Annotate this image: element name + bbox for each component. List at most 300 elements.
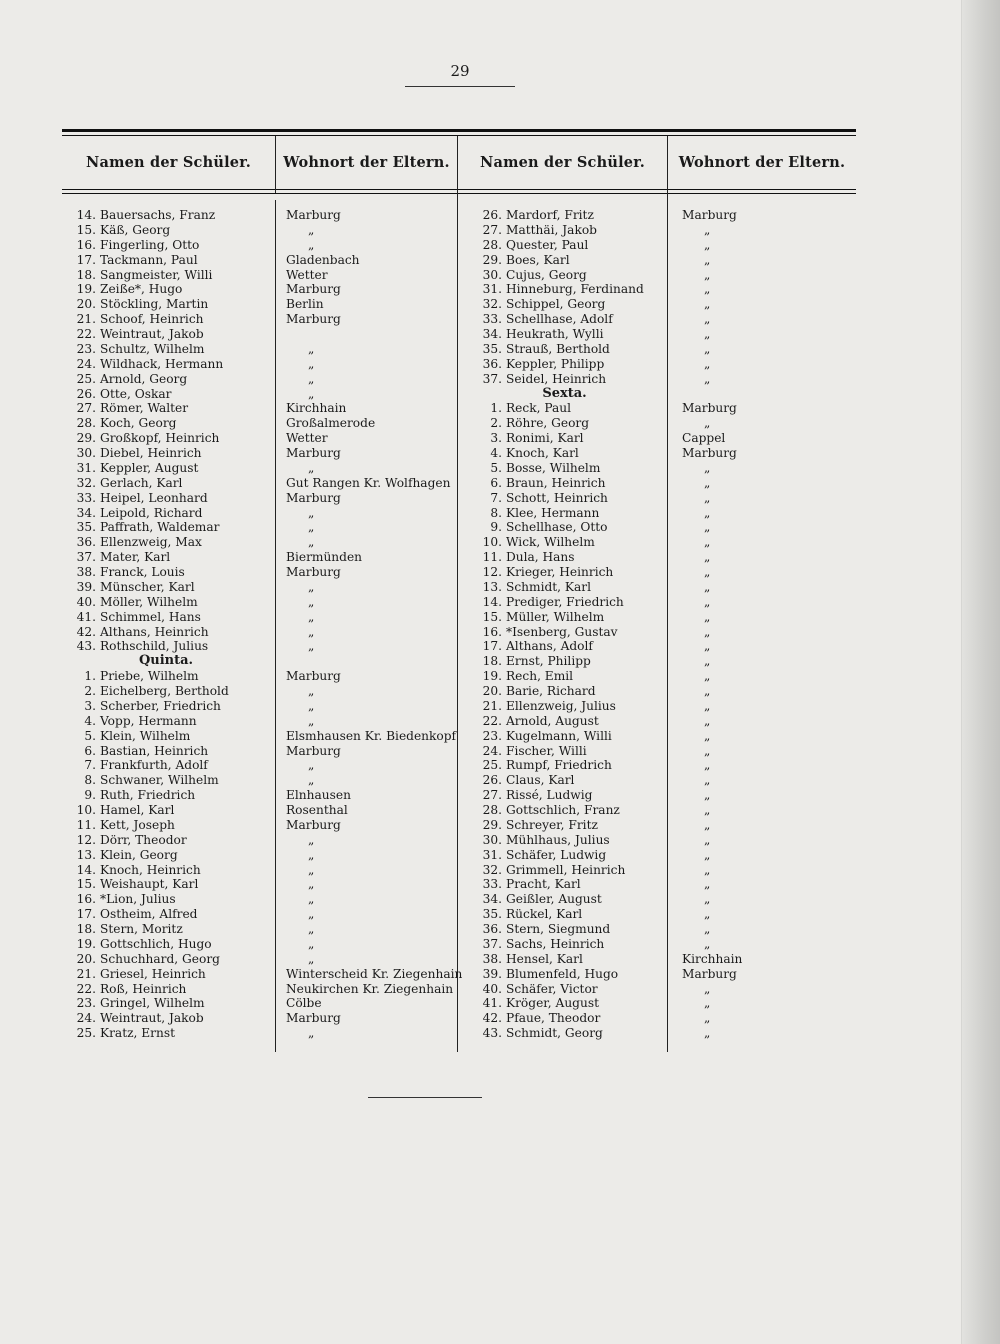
- student-row: [56, 595, 276, 610]
- residence-cell: [286, 773, 458, 788]
- student-row: [462, 818, 667, 833]
- student-name: Reck, Paul: [506, 401, 572, 416]
- student-row: [56, 937, 276, 952]
- residence-text: Gut Rangen Kr. Wolfhagen: [286, 475, 451, 490]
- student-number: 14.: [482, 594, 502, 609]
- residence-cell: [286, 833, 458, 848]
- student-number: 18.: [482, 654, 502, 669]
- student-number: 39.: [76, 579, 96, 594]
- student-row: [462, 610, 667, 625]
- student-number: 42.: [76, 624, 96, 639]
- residence-cell: [682, 580, 852, 595]
- residence-cell: [682, 654, 852, 669]
- residence-text: Marburg: [286, 282, 341, 297]
- student-number: 1.: [490, 401, 502, 416]
- student-name: Müller, Wilhelm: [506, 609, 605, 624]
- student-row: [462, 744, 667, 759]
- student-number: 36.: [482, 356, 502, 371]
- ditto-mark: „: [308, 758, 315, 773]
- residence-cell: [682, 223, 852, 238]
- student-row: [56, 520, 276, 535]
- residence-text: Wetter: [286, 267, 328, 282]
- student-row: [462, 401, 667, 416]
- ditto-mark: „: [704, 341, 711, 356]
- student-name: Frankfurth, Adolf: [100, 758, 208, 773]
- ditto-mark: „: [308, 520, 315, 535]
- student-number: 19.: [76, 936, 96, 951]
- residence-cell: [682, 357, 852, 372]
- ditto-mark: „: [704, 565, 711, 579]
- student-name: Weintraut, Jakob: [100, 1011, 204, 1026]
- residence-cell: [286, 848, 458, 863]
- residence-cell: [682, 922, 852, 937]
- student-number: 40.: [76, 594, 96, 609]
- residence-cell: [682, 892, 852, 907]
- ditto-mark: „: [308, 624, 315, 639]
- residence-cell: [286, 223, 458, 238]
- ditto-mark: „: [308, 237, 315, 252]
- student-number: 28.: [482, 237, 502, 252]
- student-number: 5.: [84, 728, 96, 743]
- residence-text: Kirchhain: [286, 401, 347, 416]
- student-row: [462, 327, 667, 342]
- student-name: Scherber, Friedrich: [100, 698, 221, 713]
- student-name: Sangmeister, Willi: [100, 267, 213, 282]
- student-name: Kröger, August: [506, 996, 599, 1011]
- ditto-mark: „: [704, 252, 711, 267]
- student-number: 34.: [482, 892, 502, 907]
- residence-text: Großalmerode: [286, 416, 376, 431]
- student-name: Althans, Adolf: [506, 639, 593, 654]
- residence-text: Cölbe: [286, 996, 322, 1011]
- residence-text: Marburg: [286, 446, 341, 460]
- student-number: 17.: [482, 639, 502, 654]
- student-number: 15.: [482, 609, 502, 624]
- student-row: [56, 297, 276, 312]
- student-row: [56, 535, 276, 550]
- student-row: [462, 431, 667, 446]
- student-number: 15.: [76, 877, 96, 892]
- student-name: Schreyer, Fritz: [506, 817, 598, 832]
- student-row: [462, 297, 667, 312]
- ditto-mark: „: [308, 639, 315, 654]
- student-number: 12.: [482, 565, 502, 579]
- student-row: [462, 982, 667, 997]
- table-top-rule-thin: [62, 135, 856, 136]
- student-name: Seidel, Heinrich: [506, 371, 607, 386]
- residence-cell: [286, 788, 458, 803]
- student-number: 29.: [76, 431, 96, 446]
- ditto-mark: „: [704, 579, 711, 594]
- student-row: [56, 372, 276, 387]
- student-name: Arnold, August: [506, 713, 599, 728]
- student-row: [462, 833, 667, 848]
- student-row: [56, 416, 276, 431]
- ditto-mark: „: [308, 847, 315, 862]
- residence-cell: [286, 758, 458, 773]
- student-row: [462, 342, 667, 357]
- student-number: 24.: [76, 1011, 96, 1026]
- ditto-mark: „: [704, 817, 711, 832]
- student-name: Zeiße*, Hugo: [100, 282, 183, 297]
- student-name: Leipold, Richard: [100, 505, 203, 520]
- student-number: 20.: [76, 951, 96, 966]
- student-name: Rothschild, Julius: [100, 639, 209, 654]
- student-row: [462, 967, 667, 982]
- student-name: Stöckling, Martin: [100, 297, 209, 312]
- residence-cell: [286, 297, 458, 312]
- ditto-mark: „: [308, 773, 315, 788]
- residence-cell: [286, 208, 458, 223]
- student-number: 27.: [76, 401, 96, 416]
- residence-cell: [682, 520, 852, 535]
- student-name: Ellenzweig, Max: [100, 535, 202, 550]
- student-name: Ronimi, Karl: [506, 431, 584, 446]
- student-row: [56, 208, 276, 223]
- student-name: Kett, Joseph: [100, 817, 175, 832]
- residence-cell: [682, 416, 852, 431]
- student-number: 32.: [482, 862, 502, 877]
- student-number: 38.: [76, 565, 96, 579]
- student-name: Schellhase, Adolf: [506, 312, 613, 327]
- student-name: Mühlhaus, Julius: [506, 832, 610, 847]
- student-name: Ostheim, Alfred: [100, 907, 198, 922]
- column-header-residence-left: Wohnort der Eltern.: [283, 154, 450, 171]
- residence-cell: [286, 639, 458, 654]
- ditto-mark: „: [704, 624, 711, 639]
- student-row: [462, 639, 667, 654]
- student-number: 36.: [482, 922, 502, 936]
- student-number: 43.: [482, 1026, 502, 1041]
- student-name: Bosse, Wilhelm: [506, 460, 601, 475]
- student-number: 9.: [490, 520, 502, 535]
- student-row: [462, 699, 667, 714]
- page-edge: [961, 0, 1000, 1344]
- student-name: Ellenzweig, Julius: [506, 698, 616, 713]
- student-number: 22.: [76, 327, 96, 341]
- residence-cell: [286, 982, 458, 997]
- student-number: 10.: [482, 535, 502, 550]
- student-number: 31.: [76, 460, 96, 475]
- residence-text: Biermünden: [286, 550, 363, 565]
- student-row: [462, 907, 667, 922]
- ditto-mark: „: [308, 951, 315, 966]
- student-name: Priebe, Wilhelm: [100, 669, 199, 684]
- student-name: Rückel, Karl: [506, 907, 583, 922]
- student-number: 5.: [490, 460, 502, 475]
- ditto-mark: „: [704, 535, 711, 550]
- residence-cell: [286, 282, 458, 297]
- student-number: 30.: [76, 446, 96, 460]
- residence-cell: [286, 595, 458, 610]
- student-number: 22.: [76, 981, 96, 996]
- residence-cell: [286, 1011, 458, 1026]
- residence-cell: [286, 937, 458, 952]
- student-row: [462, 282, 667, 297]
- residence-cell: [682, 758, 852, 773]
- residence-cell: [682, 684, 852, 699]
- ditto-mark: „: [704, 1011, 711, 1026]
- ditto-mark: „: [704, 222, 711, 237]
- student-row: [56, 788, 276, 803]
- student-name: Geißler, August: [506, 892, 602, 907]
- student-name: Schmidt, Karl: [506, 579, 592, 594]
- ditto-mark: „: [308, 594, 315, 609]
- residence-cell: [682, 699, 852, 714]
- ditto-mark: „: [704, 609, 711, 624]
- student-name: Hamel, Karl: [100, 803, 175, 817]
- student-name: Stern, Moritz: [100, 922, 183, 936]
- student-name: Schuchhard, Georg: [100, 951, 220, 966]
- student-number: 19.: [482, 669, 502, 684]
- student-number: 32.: [76, 475, 96, 490]
- student-name: Weintraut, Jakob: [100, 327, 204, 341]
- residence-cell: [682, 729, 852, 744]
- student-name: Rissé, Ludwig: [506, 788, 593, 803]
- ditto-mark: „: [704, 996, 711, 1011]
- residence-cell: [286, 357, 458, 372]
- ditto-mark: „: [704, 728, 711, 743]
- student-number: 26.: [482, 208, 502, 222]
- ditto-mark: „: [308, 936, 315, 951]
- student-row: [56, 744, 276, 759]
- student-row: [462, 892, 667, 907]
- student-row: [56, 625, 276, 640]
- residence-cell: [286, 625, 458, 640]
- residence-cell: [286, 253, 458, 268]
- student-number: 10.: [76, 803, 96, 817]
- student-number: 30.: [482, 832, 502, 847]
- student-number: 24.: [482, 743, 502, 758]
- student-row: [462, 996, 667, 1011]
- residence-cell: [682, 461, 852, 476]
- student-number: 21.: [76, 312, 96, 327]
- student-number: 8.: [84, 773, 96, 788]
- residence-cell: [682, 565, 852, 580]
- student-number: 16.: [76, 892, 96, 907]
- residence-cell: [286, 610, 458, 625]
- student-row: [462, 863, 667, 878]
- student-name: Kugelmann, Willi: [506, 728, 612, 743]
- student-number: 43.: [76, 639, 96, 654]
- student-number: 13.: [482, 579, 502, 594]
- residence-cell: [286, 401, 458, 416]
- student-row: [462, 372, 667, 387]
- ditto-mark: „: [704, 297, 711, 312]
- student-number: 18.: [76, 267, 96, 282]
- student-number: 3.: [84, 698, 96, 713]
- student-name: Gerlach, Karl: [100, 475, 183, 490]
- student-row: [462, 654, 667, 669]
- student-number: 8.: [490, 505, 502, 520]
- student-row: [56, 669, 276, 684]
- ditto-mark: „: [704, 832, 711, 847]
- residence-cell: [286, 520, 458, 535]
- residence-cell: [286, 907, 458, 922]
- student-row: [56, 282, 276, 297]
- student-number: 14.: [76, 862, 96, 877]
- residence-text: Elsmhausen Kr. Biedenkopf: [286, 728, 457, 743]
- student-name: Rumpf, Friedrich: [506, 758, 612, 773]
- residence-cell: [682, 848, 852, 863]
- student-name: Dula, Hans: [506, 550, 575, 565]
- student-number: 25.: [76, 1026, 96, 1041]
- ditto-mark: „: [704, 936, 711, 951]
- residence-cell: [286, 877, 458, 892]
- student-name: Schott, Heinrich: [506, 490, 608, 505]
- residence-text: Berlin: [286, 297, 324, 312]
- student-row: [462, 877, 667, 892]
- residence-text: Marburg: [286, 1011, 341, 1026]
- student-name: Griesel, Heinrich: [100, 966, 206, 981]
- residence-cell: [286, 669, 458, 684]
- student-number: 25.: [76, 371, 96, 386]
- student-name: Klee, Hermann: [506, 505, 600, 520]
- student-number: 16.: [482, 624, 502, 639]
- residence-cell: [682, 907, 852, 922]
- ditto-mark: „: [704, 371, 711, 386]
- student-row: [462, 312, 667, 327]
- ditto-mark: „: [704, 877, 711, 892]
- student-number: 34.: [76, 505, 96, 520]
- student-name: Vopp, Hermann: [100, 713, 197, 728]
- student-row: [56, 253, 276, 268]
- ditto-mark: „: [704, 237, 711, 252]
- residence-cell: [286, 892, 458, 907]
- residence-cell: [286, 966, 463, 982]
- ditto-mark: „: [308, 713, 315, 728]
- student-row: [56, 476, 276, 491]
- student-number: 32.: [482, 297, 502, 312]
- student-number: 31.: [482, 282, 502, 297]
- residence-cell: [286, 312, 458, 327]
- student-name: Cujus, Georg: [506, 267, 587, 282]
- student-row: [462, 758, 667, 773]
- student-name: Stern, Siegmund: [506, 922, 611, 936]
- student-name: Schoof, Heinrich: [100, 312, 204, 327]
- student-number: 31.: [482, 847, 502, 862]
- residence-cell: [682, 342, 852, 357]
- student-name: Arnold, Georg: [100, 371, 188, 386]
- residence-text: Marburg: [682, 208, 737, 222]
- student-name: Heipel, Leonhard: [100, 490, 208, 505]
- student-name: Wildhack, Hermann: [100, 356, 224, 371]
- student-row: [462, 506, 667, 521]
- student-name: Eichelberg, Berthold: [100, 684, 229, 698]
- student-number: 36.: [76, 535, 96, 550]
- residence-cell: [682, 1026, 852, 1041]
- residence-cell: [682, 372, 852, 387]
- student-row: [56, 803, 276, 818]
- student-row: [462, 520, 667, 535]
- residence-text: Cappel: [682, 431, 726, 446]
- student-row: [462, 223, 667, 238]
- residence-cell: [682, 253, 852, 268]
- student-number: 22.: [482, 713, 502, 728]
- residence-cell: [286, 535, 458, 550]
- residence-cell: [286, 327, 458, 342]
- student-number: 23.: [76, 341, 96, 356]
- student-number: 15.: [76, 222, 96, 237]
- student-number: 20.: [76, 297, 96, 312]
- student-name: Schäfer, Ludwig: [506, 847, 607, 862]
- student-number: 4.: [84, 713, 96, 728]
- ditto-mark: „: [704, 1026, 711, 1041]
- residence-cell: [286, 863, 458, 878]
- residence-cell: [286, 461, 458, 476]
- student-name: Keppler, August: [100, 460, 199, 475]
- student-list-left: [56, 208, 276, 1041]
- residence-cell: [682, 238, 852, 253]
- student-number: 37.: [76, 550, 96, 565]
- student-name: Schimmel, Hans: [100, 609, 201, 624]
- student-number: 6.: [84, 743, 96, 758]
- student-row: [56, 773, 276, 788]
- student-name: Gottschlich, Hugo: [100, 936, 212, 951]
- student-name: Diebel, Heinrich: [100, 446, 202, 460]
- residence-cell: [682, 297, 852, 312]
- ditto-mark: „: [704, 356, 711, 371]
- student-number: 12.: [76, 832, 96, 847]
- column-header-names-left: Namen der Schüler.: [86, 154, 251, 171]
- residence-text: Marburg: [286, 817, 341, 832]
- student-number: 27.: [482, 788, 502, 803]
- student-row: [56, 729, 276, 744]
- student-name: Kratz, Ernst: [100, 1026, 175, 1041]
- student-row: [462, 952, 667, 967]
- residence-cell: [682, 982, 852, 997]
- student-row: [462, 773, 667, 788]
- student-name: Weishaupt, Karl: [100, 877, 199, 892]
- student-row: [462, 580, 667, 595]
- ditto-mark: „: [704, 639, 711, 654]
- ditto-mark: „: [704, 788, 711, 803]
- residence-cell: [682, 446, 852, 461]
- ditto-mark: „: [704, 460, 711, 475]
- student-row: [56, 967, 276, 982]
- residence-cell: [286, 342, 458, 357]
- student-number: 21.: [76, 966, 96, 981]
- student-number: 35.: [482, 907, 502, 922]
- residence-cell: [286, 565, 458, 580]
- residence-text: Kirchhain: [682, 951, 743, 966]
- ditto-mark: „: [704, 684, 711, 698]
- student-row: [56, 312, 276, 327]
- student-name: Ruth, Friedrich: [100, 788, 196, 803]
- student-name: Franck, Louis: [100, 565, 185, 579]
- student-number: 37.: [482, 936, 502, 951]
- student-name: Dörr, Theodor: [100, 832, 187, 847]
- student-name: Sachs, Heinrich: [506, 936, 605, 951]
- residence-cell: [682, 937, 852, 952]
- ditto-mark: „: [308, 341, 315, 356]
- student-number: 6.: [490, 475, 502, 490]
- ditto-mark: „: [308, 356, 315, 371]
- student-row: [56, 446, 276, 461]
- residence-text: Marburg: [682, 966, 737, 981]
- student-row: [462, 937, 667, 952]
- student-number: 19.: [76, 282, 96, 297]
- student-name: Keppler, Philipp: [506, 356, 605, 371]
- ditto-mark: „: [704, 654, 711, 669]
- student-row: [462, 729, 667, 744]
- student-name: Pracht, Karl: [506, 877, 581, 892]
- student-name: Bastian, Heinrich: [100, 743, 209, 758]
- student-row: [56, 818, 276, 833]
- residence-cell: [286, 416, 458, 431]
- residence-cell: [682, 208, 852, 223]
- student-row: [462, 625, 667, 640]
